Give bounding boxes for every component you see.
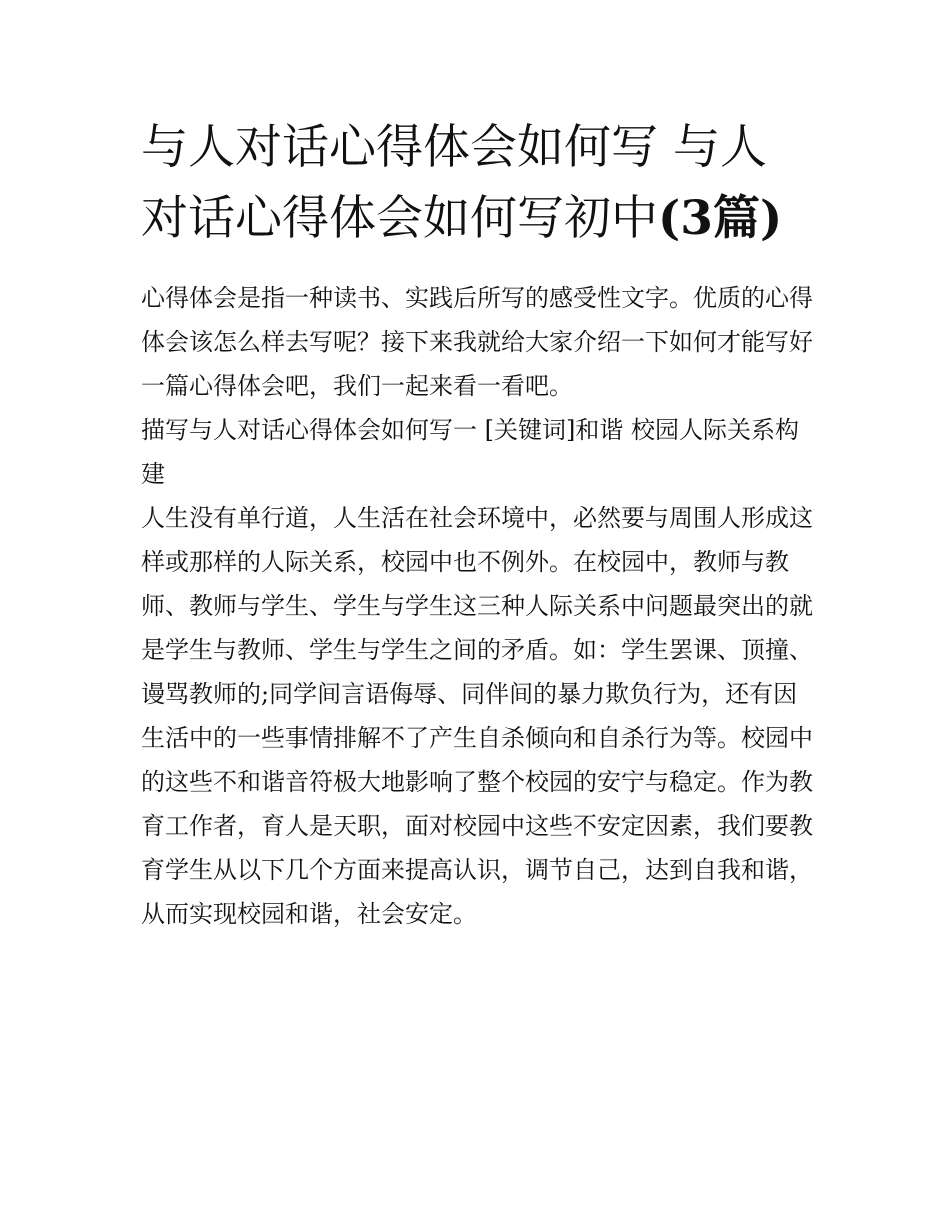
intro-paragraph: 心得体会是指一种读书、实践后所写的感受性文字。优质的心得体会该怎么样去写呢？接下来我就给大家介绍一下如何才能写好一篇心得体会吧，我们一起来看一看吧。 bbox=[141, 284, 813, 400]
document-title-tail: (3篇) bbox=[658, 191, 783, 246]
document-content bbox=[141, 112, 813, 936]
document-title-main: 与人对话心得体会如何写 与人对话心得体会如何写初中 bbox=[141, 120, 767, 246]
section-heading-paragraph: 描写与人对话心得体会如何写一 [关键词]和谐 校园人际关系构建 bbox=[141, 416, 799, 488]
body-paragraph: 人生没有单行道，人生活在社会环境中，必然要与周围人形成这样或那样的人际关系，校园中也不例外。在校园中，教师与教师、教师与学生、学生与学生这三种人际关系中问题最突出的就是学生与教师、学生与学生之间的矛盾。如：学生罢课、顶撞、谩骂教师的;同学间言语侮辱、同伴间的暴力欺负行为，还有因生活中的一些事情排解不了产生自杀倾向和自杀行为等。校园中的这些不和谐音符极大地影响了整个校园的安宁与稳定。作为教育工作者，育人是天职，面对校园中这些不安定因素，我们要教育学生从以下几个方面来提高认识，调节自己，达到自我和谐，从而实现校园和谐，社会安定。 bbox=[141, 504, 813, 928]
document-title bbox=[141, 112, 813, 254]
document-body bbox=[141, 276, 813, 936]
